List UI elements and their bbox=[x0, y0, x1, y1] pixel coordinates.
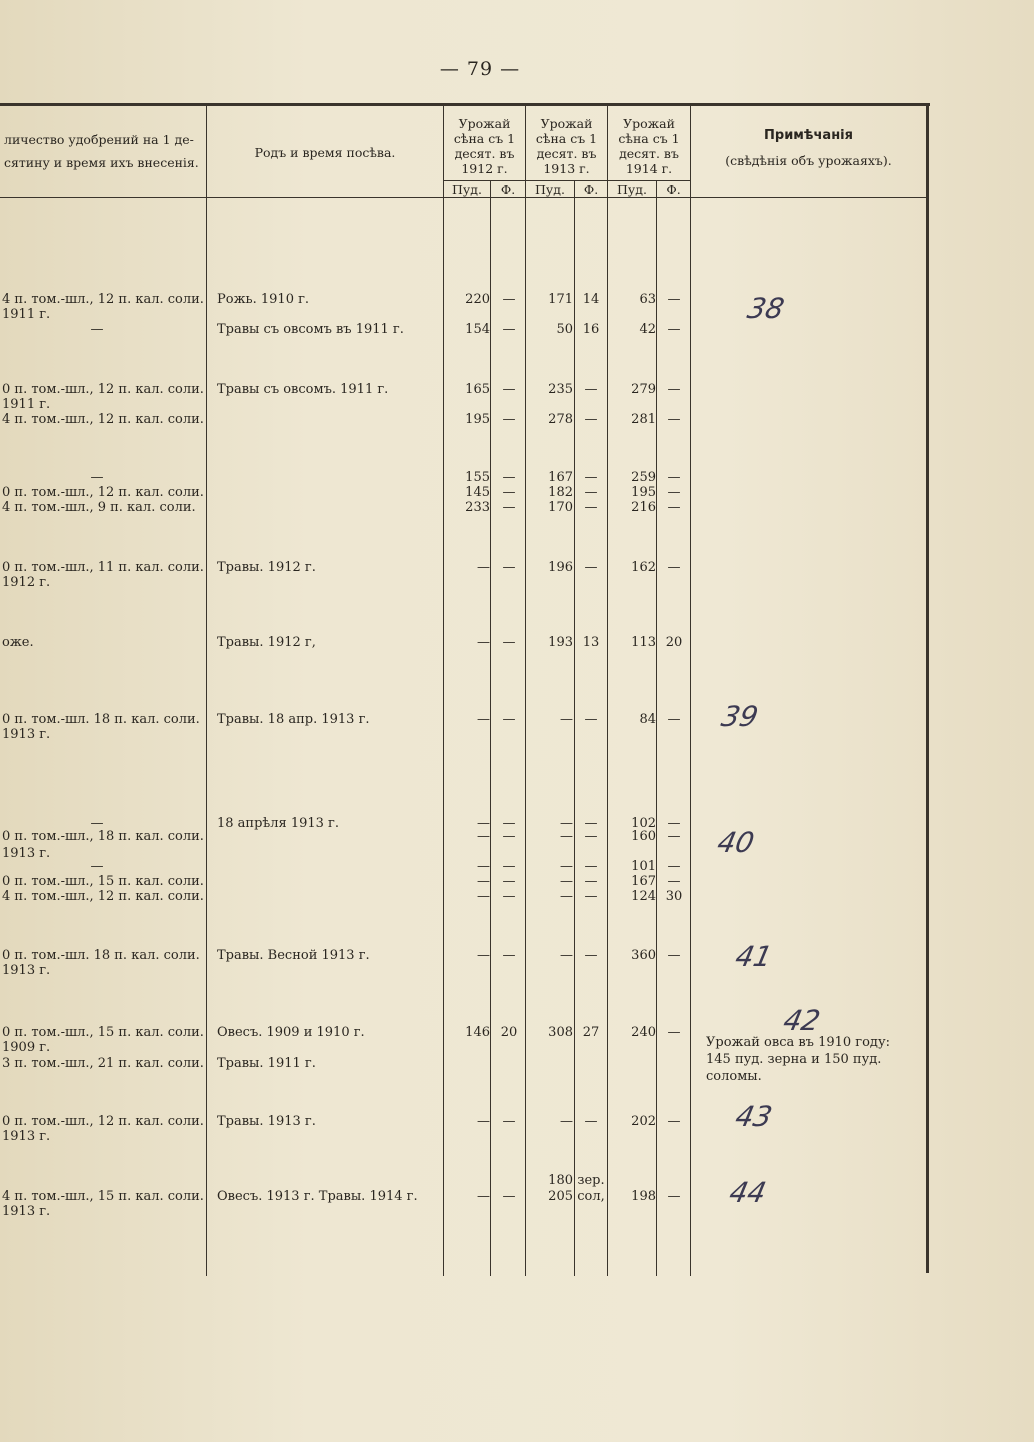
yield-1913-pud: — bbox=[560, 816, 573, 831]
row-fertilizer: — bbox=[90, 322, 104, 337]
yield-1913-f: — bbox=[584, 470, 598, 485]
row-sowing: Травы. 1912 г, bbox=[217, 635, 316, 650]
yield-1914-pud: 102 bbox=[631, 816, 656, 831]
yield-1913-f: — bbox=[584, 500, 598, 515]
yield-1912-pud: — bbox=[477, 712, 490, 727]
subheader-rule bbox=[444, 180, 690, 181]
yield-1912-f: — bbox=[502, 829, 516, 844]
yield-1914-f: — bbox=[667, 829, 681, 844]
yield-1912-f: — bbox=[502, 1114, 516, 1129]
col-divider-2 bbox=[443, 106, 444, 1276]
subcol-divider-1 bbox=[490, 181, 491, 1276]
yield-1914-pud: 216 bbox=[631, 500, 656, 515]
yield-1914-f: — bbox=[667, 485, 681, 500]
yield-1914-f: 20 bbox=[665, 635, 683, 650]
yield-1914-pud: 124 bbox=[631, 889, 656, 904]
row-fertilizer: 1909 г. bbox=[2, 1040, 51, 1055]
yield-1912-f: — bbox=[502, 500, 516, 515]
yield-1912-f: — bbox=[502, 322, 516, 337]
yield-1914-f: — bbox=[667, 948, 681, 963]
yield-1913-f: зер. bbox=[577, 1173, 605, 1188]
yield-1914-pud: 63 bbox=[639, 292, 656, 307]
subheader-f-1914: Ф. bbox=[666, 182, 681, 197]
yield-1912-pud: 154 bbox=[465, 322, 490, 337]
row-fertilizer: 0 п. том.-шл., 12 п. кал. соли. bbox=[2, 1114, 204, 1129]
yield-1912-pud: — bbox=[477, 874, 490, 889]
yield-1912-f: 20 bbox=[500, 1025, 518, 1040]
yield-1913-pud: — bbox=[560, 1114, 573, 1129]
yield-1914-f: — bbox=[667, 412, 681, 427]
yield-1914-pud: 360 bbox=[631, 948, 656, 963]
row-fertilizer: — bbox=[90, 859, 104, 874]
yield-1914-pud: 240 bbox=[631, 1025, 656, 1040]
handwritten-number: 38 bbox=[744, 292, 788, 325]
yield-1912-f: — bbox=[502, 948, 516, 963]
row-fertilizer: 1911 г. bbox=[2, 397, 51, 412]
yield-1913-f: — bbox=[584, 485, 598, 500]
yield-1912-f: — bbox=[502, 485, 516, 500]
subheader-f-1912: Ф. bbox=[500, 182, 516, 197]
row-fertilizer: 4 п. том.-шл., 15 п. кал. соли. bbox=[2, 1189, 204, 1204]
row-fertilizer: 3 п. том.-шл., 21 п. кал. соли. bbox=[2, 1056, 204, 1071]
yield-1913-pud: 171 bbox=[548, 292, 573, 307]
row-fertilizer: 4 п. том.-шл., 9 п. кал. соли. bbox=[2, 500, 196, 515]
yield-1913-pud: 180 bbox=[548, 1173, 573, 1188]
subcol-divider-3 bbox=[656, 181, 657, 1276]
yield-1914-f: 30 bbox=[665, 889, 683, 904]
col-divider-4 bbox=[607, 106, 608, 1276]
header-yield-1912: Урожай сѣна съ 1 десят. въ 1912 г. bbox=[453, 116, 516, 176]
yield-1912-pud: — bbox=[477, 560, 490, 575]
header-bottom-rule bbox=[0, 197, 926, 198]
yield-1912-pud: — bbox=[477, 635, 490, 650]
row-sowing: Травы. 1912 г. bbox=[217, 560, 316, 575]
yield-1913-pud: 193 bbox=[548, 635, 573, 650]
yield-1912-pud: 146 bbox=[465, 1025, 490, 1040]
row-fertilizer: 4 п. том.-шл., 12 п. кал. соли. bbox=[2, 412, 204, 427]
yield-1914-f: — bbox=[667, 500, 681, 515]
handwritten-number: 42 bbox=[780, 1004, 824, 1037]
yield-1912-f: — bbox=[502, 635, 516, 650]
yield-1914-f: — bbox=[667, 322, 681, 337]
yield-1913-pud: 50 bbox=[556, 322, 573, 337]
page-number: — 79 — bbox=[439, 58, 521, 80]
yield-1913-pud: 205 bbox=[548, 1189, 573, 1204]
yield-1914-pud: 281 bbox=[631, 412, 656, 427]
yield-1914-pud: 202 bbox=[631, 1114, 656, 1129]
yield-1914-pud: 195 bbox=[631, 485, 656, 500]
yield-1912-pud: — bbox=[477, 829, 490, 844]
yield-1913-pud: 308 bbox=[548, 1025, 573, 1040]
row-fertilizer: — bbox=[90, 470, 104, 485]
row-fertilizer: 1913 г. bbox=[2, 846, 51, 861]
row-fertilizer: 0 п. том.-шл., 11 п. кал. соли. bbox=[2, 560, 204, 575]
yield-1912-pud: 233 bbox=[465, 500, 490, 515]
handwritten-number: 40 bbox=[714, 826, 758, 859]
yield-1913-pud: 196 bbox=[548, 560, 573, 575]
yield-1913-f: — bbox=[584, 412, 598, 427]
row-fertilizer: 0 п. том.-шл., 15 п. кал. соли. bbox=[2, 874, 204, 889]
yield-1912-pud: — bbox=[477, 948, 490, 963]
row-fertilizer: 1912 г. bbox=[2, 575, 51, 590]
row-fertilizer: 0 п. том.-шл., 12 п. кал. соли. bbox=[2, 485, 204, 500]
handwritten-number: 43 bbox=[732, 1100, 776, 1133]
yield-1912-f: — bbox=[502, 470, 516, 485]
yield-1914-pud: 167 bbox=[631, 874, 656, 889]
subheader-f-1913: Ф. bbox=[583, 182, 599, 197]
row-fertilizer: 0 п. том.-шл. 18 п. кал. соли. bbox=[2, 948, 200, 963]
row-fertilizer: 4 п. том.-шл., 12 п. кал. соли. bbox=[2, 889, 204, 904]
header-notes: Примѣчанія (свѣдѣнія объ урожаяхъ). bbox=[725, 128, 892, 168]
header-yield-1914: Урожай сѣна съ 1 десят. въ 1914 г. bbox=[618, 116, 680, 176]
handwritten-number: 41 bbox=[732, 940, 776, 973]
yield-1913-f: 27 bbox=[582, 1025, 600, 1040]
yield-1912-pud: — bbox=[477, 1189, 490, 1204]
yield-1912-f: — bbox=[502, 292, 516, 307]
row-fertilizer: оже. bbox=[2, 635, 34, 650]
yield-1913-pud: 167 bbox=[548, 470, 573, 485]
row-fertilizer: 0 п. том.-шл. 18 п. кал. соли. bbox=[2, 712, 200, 727]
yield-1912-f: — bbox=[502, 874, 516, 889]
yield-1913-f: — bbox=[584, 829, 598, 844]
subheader-pud-1914: Пуд. bbox=[617, 182, 647, 197]
row-fertilizer: 1913 г. bbox=[2, 1204, 51, 1219]
row-sowing: Овесъ. 1909 и 1910 г. bbox=[217, 1025, 365, 1040]
yield-1912-f: — bbox=[502, 1189, 516, 1204]
row-fertilizer: — bbox=[90, 816, 104, 831]
yield-1914-f: — bbox=[667, 560, 681, 575]
yield-1913-f: 16 bbox=[582, 322, 600, 337]
yield-1914-f: — bbox=[667, 1189, 681, 1204]
yield-1912-f: — bbox=[502, 382, 516, 397]
yield-1912-f: — bbox=[502, 560, 516, 575]
yield-1914-pud: 162 bbox=[631, 560, 656, 575]
yield-1914-f: — bbox=[667, 874, 681, 889]
row-sowing: Травы съ овсомъ. 1911 г. bbox=[217, 382, 389, 397]
row-sowing: Травы. Весной 1913 г. bbox=[217, 948, 370, 963]
yield-1913-f: сол, bbox=[577, 1189, 605, 1204]
yield-1913-pud: — bbox=[560, 948, 573, 963]
yield-1912-f: — bbox=[502, 816, 516, 831]
yield-1913-pud: — bbox=[560, 859, 573, 874]
yield-1912-f: — bbox=[502, 412, 516, 427]
yield-1913-pud: — bbox=[560, 874, 573, 889]
yield-1913-f: — bbox=[584, 1114, 598, 1129]
yield-1913-pud: 170 bbox=[548, 500, 573, 515]
row-sowing: Рожь. 1910 г. bbox=[217, 292, 310, 307]
row-fertilizer: 0 п. том.-шл., 12 п. кал. соли. bbox=[2, 382, 204, 397]
yield-1914-pud: 279 bbox=[631, 382, 656, 397]
yield-1912-pud: 165 bbox=[465, 382, 490, 397]
subcol-divider-2 bbox=[574, 181, 575, 1276]
yield-1913-f: — bbox=[584, 712, 598, 727]
yield-1914-f: — bbox=[667, 292, 681, 307]
yield-1914-f: — bbox=[667, 470, 681, 485]
yield-1912-pud: 195 bbox=[465, 412, 490, 427]
row-fertilizer: 1911 г. bbox=[2, 307, 51, 322]
yield-1913-pud: 278 bbox=[548, 412, 573, 427]
header-fertilizer: личество удобрений на 1 де- сятину и время ихъ внесенія. bbox=[4, 132, 199, 170]
yield-1913-pud: — bbox=[560, 829, 573, 844]
yield-1914-pud: 84 bbox=[639, 712, 656, 727]
yield-1913-f: — bbox=[584, 948, 598, 963]
row-sowing: Травы. 18 апр. 1913 г. bbox=[217, 712, 370, 727]
yield-1913-f: — bbox=[584, 859, 598, 874]
yield-1914-f: — bbox=[667, 1114, 681, 1129]
yield-1912-pud: — bbox=[477, 889, 490, 904]
row-fertilizer: 1913 г. bbox=[2, 963, 51, 978]
yield-1914-pud: 160 bbox=[631, 829, 656, 844]
col-divider-3 bbox=[525, 106, 526, 1276]
row-sowing: Травы съ овсомъ въ 1911 г. bbox=[217, 322, 404, 337]
yield-1913-pud: 182 bbox=[548, 485, 573, 500]
yield-1914-f: — bbox=[667, 859, 681, 874]
row-fertilizer: 0 п. том.-шл., 15 п. кал. соли. bbox=[2, 1025, 204, 1040]
yield-1912-pud: — bbox=[477, 816, 490, 831]
row-sowing: Травы. 1911 г. bbox=[217, 1056, 316, 1071]
row-fertilizer: 1913 г. bbox=[2, 1129, 51, 1144]
yield-1913-f: — bbox=[584, 874, 598, 889]
col-divider-5 bbox=[690, 106, 691, 1276]
row-sowing: Овесъ. 1913 г. Травы. 1914 г. bbox=[217, 1189, 418, 1204]
yield-1914-f: — bbox=[667, 1025, 681, 1040]
header-sowing: Родъ и время посѣва. bbox=[254, 145, 396, 160]
yield-1913-f: — bbox=[584, 560, 598, 575]
yield-1913-f: 13 bbox=[582, 635, 600, 650]
yield-1913-f: — bbox=[584, 816, 598, 831]
col-divider-1 bbox=[206, 106, 207, 1276]
yield-1913-f: 14 bbox=[582, 292, 600, 307]
yield-1914-pud: 259 bbox=[631, 470, 656, 485]
yield-1913-pud: — bbox=[560, 712, 573, 727]
yield-1912-pud: 145 bbox=[465, 485, 490, 500]
handwritten-number: 44 bbox=[726, 1176, 770, 1209]
yield-1913-pud: 235 bbox=[548, 382, 573, 397]
yield-1914-pud: 101 bbox=[631, 859, 656, 874]
yield-1912-pud: — bbox=[477, 1114, 490, 1129]
table-top-rule bbox=[0, 103, 930, 106]
row-sowing: Травы. 1913 г. bbox=[217, 1114, 316, 1129]
yield-1912-pud: 155 bbox=[465, 470, 490, 485]
yield-1914-f: — bbox=[667, 816, 681, 831]
yield-1914-pud: 198 bbox=[631, 1189, 656, 1204]
yield-1914-f: — bbox=[667, 712, 681, 727]
yield-1912-pud: 220 bbox=[465, 292, 490, 307]
row-fertilizer: 1913 г. bbox=[2, 727, 51, 742]
yield-1913-f: — bbox=[584, 889, 598, 904]
yield-1912-f: — bbox=[502, 712, 516, 727]
yield-1912-pud: — bbox=[477, 859, 490, 874]
yield-1914-f: — bbox=[667, 382, 681, 397]
yield-1914-pud: 42 bbox=[639, 322, 656, 337]
row-fertilizer: 4 п. том.-шл., 12 п. кал. соли. bbox=[2, 292, 204, 307]
row-fertilizer: 0 п. том.-шл., 18 п. кал. соли. bbox=[2, 829, 204, 844]
yield-1912-f: — bbox=[502, 859, 516, 874]
header-yield-1913: Урожай сѣна съ 1 десят. въ 1913 г. bbox=[535, 116, 598, 176]
subheader-pud-1912: Пуд. bbox=[452, 182, 482, 197]
subheader-pud-1913: Пуд. bbox=[535, 182, 565, 197]
note-oats-1910: Урожай овса въ 1910 году: 145 пуд. зерна и 150 пуд. соломы. bbox=[706, 1035, 890, 1084]
handwritten-number: 39 bbox=[718, 700, 762, 733]
yield-1914-pud: 113 bbox=[631, 635, 656, 650]
yield-1913-f: — bbox=[584, 382, 598, 397]
row-sowing: 18 апрѣля 1913 г. bbox=[217, 816, 340, 831]
yield-1913-pud: — bbox=[560, 889, 573, 904]
yield-1912-f: — bbox=[502, 889, 516, 904]
table-right-border bbox=[926, 103, 929, 1273]
